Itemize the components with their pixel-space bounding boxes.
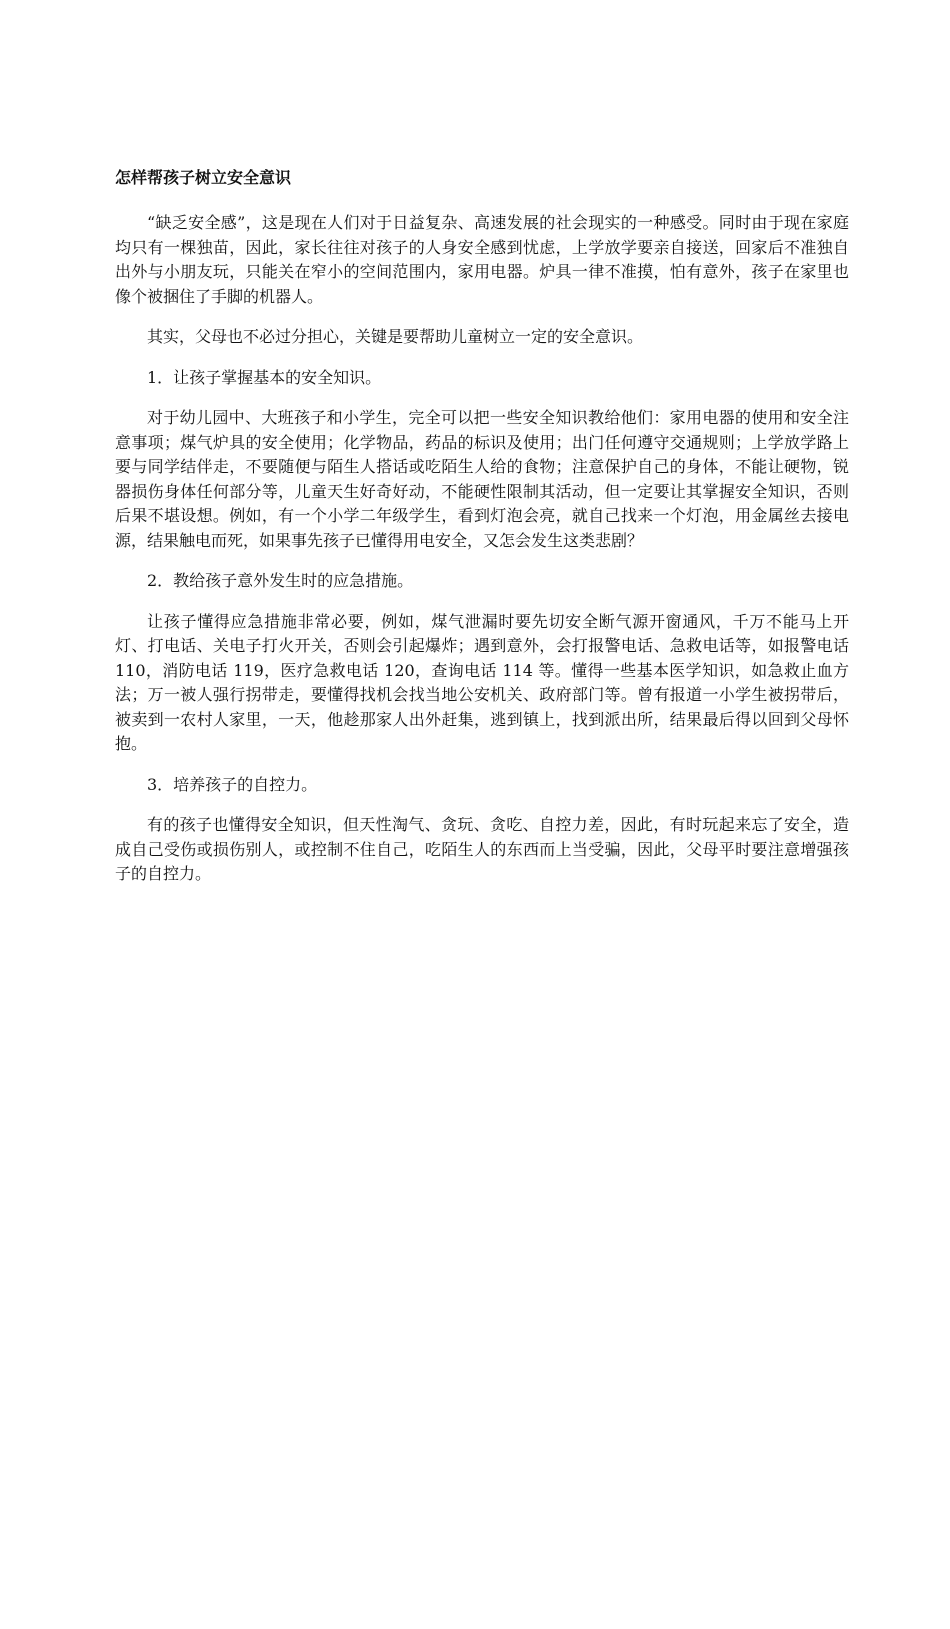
spacer [115, 309, 849, 325]
spacer [115, 594, 849, 610]
spacer [115, 757, 849, 773]
paragraph-emergency-measures: 让孩子懂得应急措施非常必要，例如，煤气泄漏时要先切安全断气源开窗通风，千万不能马上开灯、打电话、关电子打火开关，否则会引起爆炸；遇到意外，会打报警电话、急救电话等，如报警电话 110，消防电话 119，医疗急救电话 120，查询电话 114 等。懂得一些基本医学知识，如急救止血方法；万一被人强行拐带走，要懂得找机会找当地公安机关、政府部门等。曾有报道一小学生被拐带后，被卖到一农村人家里，一天，他趁那家人出外赶集，逃到镇上，找到派出所，结果最后得以回到父母怀抱。 [115, 611, 849, 753]
paragraph-intro: “缺乏安全感”，这是现在人们对于日益复杂、高速发展的社会现实的一种感受。同时由于现在家庭均只有一棵独苗，因此，家长往往对孩子的人身安全感到忧虑，上学放学要亲自接送，回家后不准独自出外与小朋友玩，只能关在窄小的空间范围内，家用电器。炉具一律不准摸，怕有意外，孩子在家里也像个被捆住了手脚的机器人。 [115, 213, 849, 306]
section-heading-1: 1．让孩子掌握基本的安全知识。 [147, 367, 382, 387]
spacer [115, 553, 849, 569]
spacer [115, 350, 849, 366]
spacer [115, 390, 849, 406]
section-heading-2: 2．教给孩子意外发生时的应急措施。 [147, 571, 414, 590]
spacer [115, 190, 849, 211]
spacer [115, 797, 849, 813]
section-heading-3: 3．培养孩子的自控力。 [147, 774, 318, 794]
paragraph-self-control: 有的孩子也懂得安全知识，但天性淘气、贪玩、贪吃、自控力差，因此，有时玩起来忘了安全，造成自己受伤或损伤别人，或控制不住自己，吃陌生人的东西而上当受骗，因此，父母平时要注意增强孩子的自控力。 [115, 815, 849, 883]
document-title: 怎样帮孩子树立安全意识 [115, 168, 292, 187]
paragraph-key-point: 其实，父母也不必过分担心，关键是要帮助儿童树立一定的安全意识。 [147, 327, 644, 346]
paragraph-safety-knowledge: 对于幼儿园中、大班孩子和小学生，完全可以把一些安全知识教给他们：家用电器的使用和安全注意事项；煤气炉具的安全使用；化学物品，药品的标识及使用；出门任何遵守交通规则；上学放学路上要与同学结伴走，不要随便与陌生人搭话或吃陌生人给的食物；注意保护自己的身体，不能让硬物，锐器损伤身体任何部分等，儿童天生好奇好动，不能硬性限制其活动，但一定要让其掌握安全知识，否则后果不堪设想。例如，有一个小学二年级学生，看到灯泡会亮，就自己找来一个灯泡，用金属丝去接电源，结果触电而死，如果事先孩子已懂得用电安全，又怎会发生这类悲剧？ [115, 408, 849, 550]
document-body [115, 166, 849, 887]
